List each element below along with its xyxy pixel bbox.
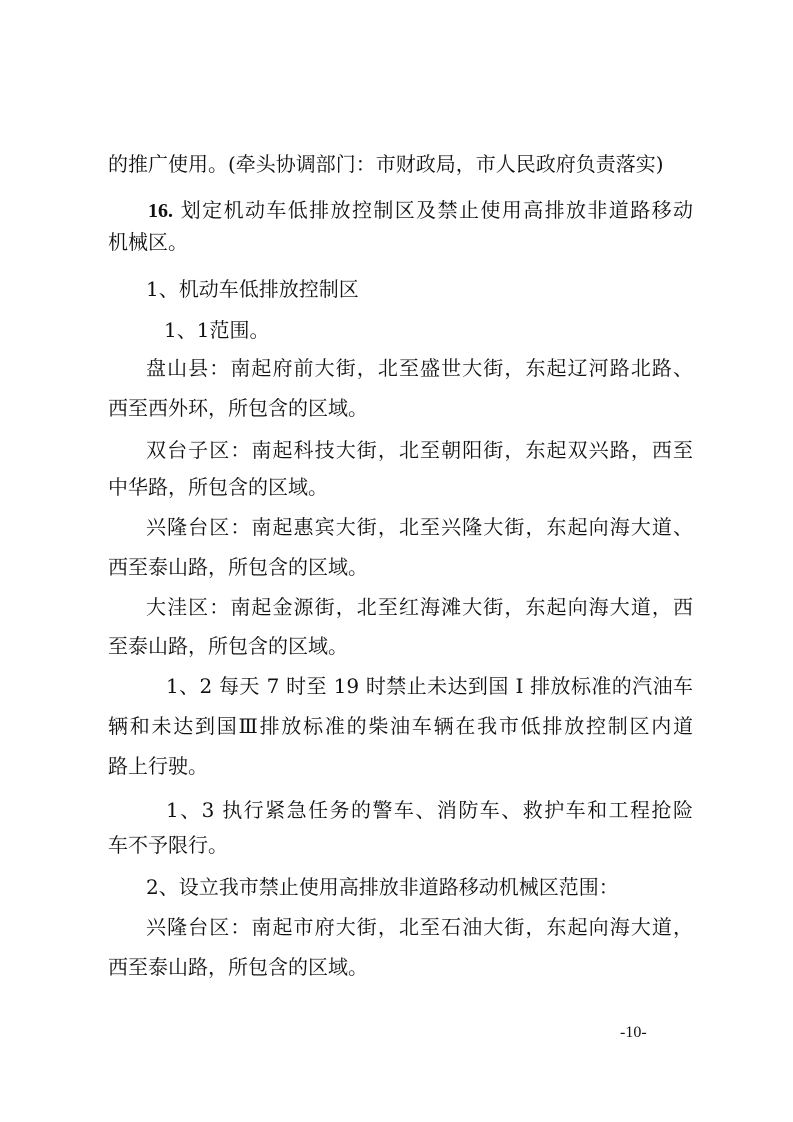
item-heading-text: 划定机动车低排放控制区及禁止使用高排放非道路移动 <box>180 198 693 222</box>
text-line: 路上行驶。 <box>108 754 208 778</box>
text-line: 西至西外环，所包含的区域。 <box>108 396 368 420</box>
text-line: 大洼区：南起金源街，北至红海滩大街，东起向海大道，西 <box>146 595 693 619</box>
text-line: 兴隆台区：南起惠宾大街，北至兴隆大街，东起向海大道、 <box>146 515 693 539</box>
text-line: 1、2 每天 7 时至 19 时禁止未达到国 I 排放标准的汽油车 <box>166 674 693 698</box>
text-line: 车不予限行。 <box>108 833 228 857</box>
section-heading: 1、机动车低排放控制区 <box>146 277 359 301</box>
text-line: 双台子区：南起科技大街，北至朝阳街，东起双兴路，西至 <box>146 438 693 462</box>
item-number: 16. <box>148 200 173 222</box>
text-line: 1、3 执行紧急任务的警车、消防车、救护车和工程抢险 <box>166 798 693 822</box>
text-line: 盘山县：南起府前大街，北至盛世大街，东起辽河路北路、 <box>146 356 693 380</box>
text-line: 西至泰山路，所包含的区域。 <box>108 955 368 979</box>
section-heading: 2、设立我市禁止使用高排放非道路移动机械区范围： <box>146 875 619 899</box>
text-line: 辆和未达到国Ⅲ排放标准的柴油车辆在我市低排放控制区内道 <box>108 714 693 738</box>
text-line: 西至泰山路，所包含的区域。 <box>108 555 368 579</box>
text-line: 中华路，所包含的区域。 <box>108 475 328 499</box>
subsection-heading: 1、1范围。 <box>164 318 270 342</box>
text-line: 机械区。 <box>108 230 188 254</box>
heading-item-16 <box>148 196 693 225</box>
text-line: 兴隆台区：南起市府大街，北至石油大街，东起向海大道， <box>146 915 693 939</box>
text-line: 至泰山路，所包含的区域。 <box>108 634 348 658</box>
page-number: -10- <box>620 1024 647 1041</box>
text-line: 的推广使用。(牵头协调部门：市财政局，市人民政府负责落实) <box>108 152 664 176</box>
